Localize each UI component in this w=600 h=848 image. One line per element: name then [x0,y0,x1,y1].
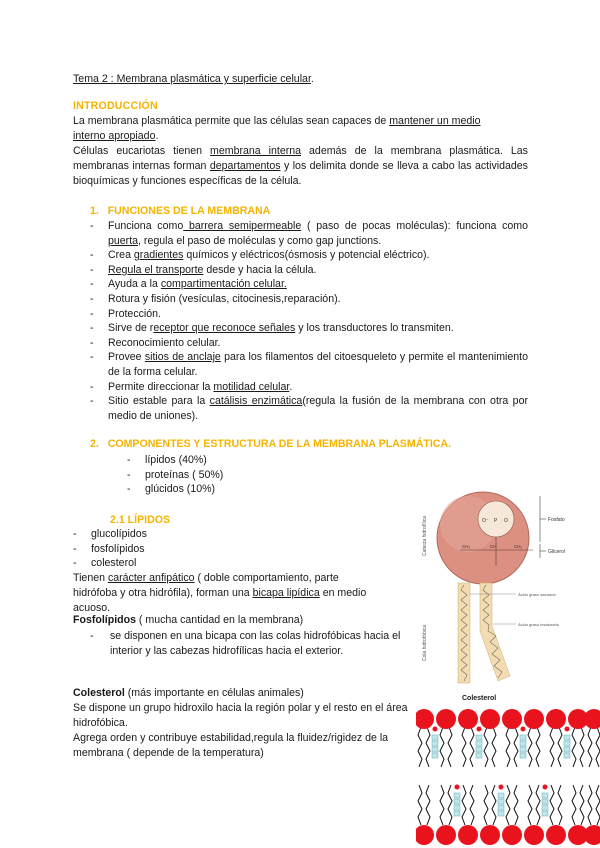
hydroxyl-group [433,727,438,732]
lipid-tail [506,727,510,767]
lipid-tail [484,727,488,767]
section2-title: COMPONENTES Y ESTRUCTURA DE LA MEMBRANA PLASMÁTICA. [107,438,452,450]
cholesterol-ring [432,747,438,752]
list-item [90,277,528,292]
cholesterol-ring [542,793,548,798]
lipid-tail [572,785,576,825]
item-underlined-text: catálisis enzimática [209,395,303,408]
item-underlined-text: gradientes [133,249,184,262]
unsaturated-label [518,622,560,627]
lipid-head [524,709,544,729]
list-item [90,219,528,248]
list-item [90,350,528,379]
lipid-tail [426,785,430,825]
lipid-tail [484,785,488,825]
intro-p2-underline-2: departamentos [209,160,281,172]
lipid-head [584,825,600,845]
lipid-tail [470,785,474,825]
item-text: Provee [108,351,145,364]
lipid-tail [418,785,422,825]
lipid-head [458,825,478,845]
intro-p1-underline-2: interno apropiado [73,130,156,142]
cholesterol-ring [454,799,460,804]
cholesterol-ring [542,805,548,810]
item-text: (regula la fusión de la membrana con otra por medio de uniones). [108,395,528,422]
list-item [90,292,528,307]
lipid-head [524,825,544,845]
list-item: - proteínas ( 50%) [127,468,223,483]
intro-paragraph-1 [73,114,528,144]
ch2-left: CH₂ [462,544,471,549]
ch-center: CH [490,544,497,549]
cholesterol-ring [542,811,548,816]
fosfolipidos-rest: ( mucha cantidad en la membrana) [135,614,304,626]
phosphorus-symbol: P [494,518,498,524]
hydroxyl-group [521,727,526,732]
section21-paragraph [73,571,373,616]
item-text: . [289,380,293,393]
colesterol-paragraph-1: Se dispone un grupo hidroxilo hacia la región polar y el resto en el área hidrofóbica. [73,702,408,729]
lipid-tail [558,785,562,825]
section1-heading [90,205,270,217]
saturated-tail [458,583,470,683]
intro-paragraph-2 [73,144,528,189]
title-prefix: Tema 2 : [73,73,117,85]
item-text: Rotura y fisión (vesículas, citocinesis,reparación). [108,292,341,305]
item-underlined-text: puerta [108,234,139,247]
item-text: Sirve de r [108,322,154,335]
lipid-head [502,709,522,729]
lipid-tail [506,785,510,825]
list-item: - colesterol [73,556,147,571]
hydroxyl-group [477,727,482,732]
list-item [90,307,528,322]
cholesterol-membrane-figure [416,705,600,848]
section1-list [90,219,528,423]
phosphate-label: Fosfato [548,517,565,523]
lipid-head [546,709,566,729]
cholesterol-ring [498,805,504,810]
lipid-tail [514,727,518,767]
cholesterol-ring [542,799,548,804]
section2-list [127,453,223,497]
item-text: químicos y eléctricos(ósmosis y potencial eléctrico). [183,249,430,262]
list-item: - lípidos (40%) [127,453,223,468]
item-underlined-text: compartimentación celular. [160,278,287,291]
hydroxyl-group [455,785,460,790]
item-text: Protección. [108,307,161,320]
document-title [73,73,314,85]
unsaturated-label-text: Ácido graso insaturado [518,622,559,627]
item-text: , regula el paso de moléculas y como gap junctions. [138,234,382,247]
intro-p1-end: . [155,130,159,142]
lipid-tail [550,727,554,767]
glycerol-label: Glicerol [548,549,565,555]
list-item [90,336,528,351]
hydroxyl-group [499,785,504,790]
lipid-tail [492,727,496,767]
title-suffix: . [310,73,314,85]
colesterol-rest: (más importante en células animales) [124,687,304,699]
lipid-tail [448,785,452,825]
list-item [90,248,528,263]
item-text: Funciona como [108,220,184,232]
cholesterol-figure-title: Colesterol [462,695,497,702]
title-underlined: Membrana plasmática y superficie celular [116,73,311,85]
section21-list [73,527,147,571]
lipid-head [480,709,500,729]
item-text: Ayuda a la [108,278,161,291]
lipid-tail [558,727,562,767]
ch2-right: CH₂ [514,544,523,549]
hydroxyl-group [565,727,570,732]
s21-underline-1: carácter anfipático [107,572,195,584]
section21-heading: 2.1 LÍPIDOS [110,514,171,526]
s21-underline-2: bicapa lipídica [252,587,320,599]
intro-p2-underline-1: membrana interna [210,145,302,157]
intro-p1-underline-1: mantener un medio [389,115,481,127]
cholesterol-ring [476,747,482,752]
item-underlined-text: barrera semipermeable [183,220,302,232]
cholesterol-ring [520,741,526,746]
item-text: Permite direccionar la [108,380,214,393]
item-text: Sitio estable para la [108,395,210,408]
lipid-tail [596,727,600,767]
lipid-head [458,709,478,729]
cholesterol-ring [564,747,570,752]
lipid-tail [426,727,430,767]
section2-number: 2. [90,438,99,450]
intro-p2-text-c: y los delimita donde se lleva a cabo las actividades bioquímicas y funciones específicas de la célula. [73,160,528,187]
lipid-tail [588,785,592,825]
list-item [90,321,528,336]
lipid-tail [418,727,422,767]
lipid-tail [550,785,554,825]
lipid-head [584,709,600,729]
fosfolipidos-list [90,629,410,658]
phosphate-symbol: O⁻ [482,518,489,524]
lipid-tail [528,727,532,767]
s21-text-a: Tienen [73,572,108,584]
item-underlined-text: Regula el transporte [108,263,204,276]
lipid-head [480,825,500,845]
cholesterol-ring [564,735,570,740]
item-text: Crea [108,249,134,262]
lipid-tail [596,785,600,825]
lipid-head [416,825,434,845]
list-item [90,394,528,423]
cholesterol-ring [498,811,504,816]
lipid-head [436,825,456,845]
cholesterol-ring [476,753,482,758]
cholesterol-ring [520,735,526,740]
s21-text-c: en medio acuoso. [73,587,367,614]
lipid-tail [440,785,444,825]
lipid-head [416,709,434,729]
intro-heading: INTRODUCCIÓN [73,100,158,112]
intro-p1-text: La membrana plasmática permite que las células sean capaces de [73,115,390,127]
cholesterol-ring [454,811,460,816]
cholesterol-ring [498,793,504,798]
cholesterol-ring [454,793,460,798]
phospholipid-figure [418,486,600,686]
cholesterol-ring [564,741,570,746]
list-item: - fosfolípidos [73,542,147,557]
list-item: - glúcidos (10%) [127,482,223,497]
cholesterol-ring [454,805,460,810]
lipid-tail [536,785,540,825]
lipid-tail [580,727,584,767]
lipid-tail [528,785,532,825]
item-text: y los transductores lo transmiten. [295,322,454,335]
cholesterol-ring [432,753,438,758]
item-text: ( paso de pocas moléculas): funciona como [301,220,528,232]
item-underlined-text: motilidad celular [213,380,290,393]
lipid-tail [470,727,474,767]
list-item [90,263,528,278]
lipid-tail [572,727,576,767]
list-item: - se disponen en una bicapa con las colas hidrofóbicas hacia el interior y las cabezas hidrofílicas hacia el exterior. [90,629,410,658]
saturated-label-text: Ácido graso saturado [518,592,556,597]
cholesterol-ring [564,753,570,758]
cholesterol-ring [476,741,482,746]
item-text: para los filamentos del citoesqueleto y permite el mantenimiento de la forma celular. [108,351,529,378]
lipid-tail [462,785,466,825]
lipid-tail [448,727,452,767]
cholesterol-ring [432,735,438,740]
fosfolipidos-bold: Fosfolípidos [73,614,136,626]
cholesterol-ring [498,799,504,804]
lipid-tail [440,727,444,767]
lipid-head [546,825,566,845]
lipid-tail [536,727,540,767]
colesterol-heading [73,687,304,699]
saturated-label [518,592,557,597]
cholesterol-ring [520,753,526,758]
s21-text-b: ( doble comportamiento, parte hidrófoba y otra hidrófila), forman una [73,572,339,599]
unsaturated-tail [480,583,510,681]
section1-title: FUNCIONES DE LA MEMBRANA [107,205,271,217]
hydrophobic-tail-label: Cola hidrofóbica [422,624,428,661]
item-underlined-text: sitios de anclaje [144,351,221,364]
list-item [90,380,528,395]
lipid-head [436,709,456,729]
intro-p2-text-b: además de la membrana plasmática. Las membranas internas forman [73,145,528,172]
lipid-tail [588,727,592,767]
lipid-tail [580,785,584,825]
colesterol-paragraph-2: Agrega orden y contribuye estabilidad,regula la fluidez/rigidez de la membrana ( depende de la temperatura) [73,732,389,759]
fosfolipidos-heading [73,614,303,626]
hydrophilic-head-label: Cabeza hidrofílica [422,515,428,556]
item-underlined-text: eceptor que reconoce señales [153,322,296,335]
lipid-head [502,825,522,845]
section1-number: 1. [90,205,99,217]
lipid-tail [492,785,496,825]
item-text: Reconocimiento celular. [108,336,221,349]
section2-heading [90,438,451,450]
item-text: desde y hacia la célula. [203,263,317,276]
hydroxyl-group [543,785,548,790]
colesterol-bold: Colesterol [73,687,125,699]
lipid-tail [514,785,518,825]
intro-p2-text-a: Células eucariotas tienen [73,145,211,157]
cholesterol-ring [476,735,482,740]
oxygen-symbol: O [504,518,508,524]
cholesterol-ring [432,741,438,746]
cholesterol-ring [520,747,526,752]
list-item: - glucolípidos [73,527,147,542]
lipid-tail [462,727,466,767]
